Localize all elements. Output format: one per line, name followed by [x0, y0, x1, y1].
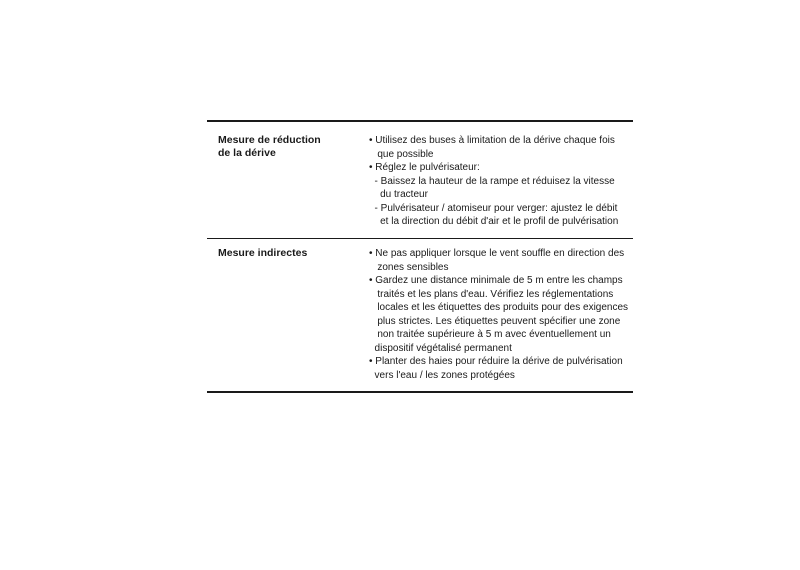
content-line: - Baissez la hauteur de la rampe et réduisez la vitesse — [369, 175, 615, 187]
table-row — [207, 239, 633, 391]
content-line: - Pulvérisateur / atomiseur pour verger: ajustez le débit — [369, 202, 618, 214]
table-bottom-rule — [207, 391, 633, 393]
content-line: et la direction du débit d'air et le profil de pulvérisation — [369, 216, 619, 227]
content-line: • Utilisez des buses à limitation de la dérive chaque fois — [369, 135, 615, 146]
drift-reduction-table — [207, 120, 633, 393]
row-content — [369, 247, 633, 382]
content-line: dispositif végétalisé permanent — [369, 342, 512, 354]
content-line: vers l'eau / les zones protégées — [369, 369, 515, 381]
row-label: Mesure de réduction de la dérive — [218, 134, 321, 159]
content-line: • Gardez une distance minimale de 5 m entre les champs — [369, 275, 623, 286]
content-line: • Ne pas appliquer lorsque le vent souffle en direction des — [369, 248, 625, 259]
content-line: du tracteur — [369, 189, 428, 200]
row-content — [369, 134, 633, 229]
content-line: zones sensibles — [369, 261, 449, 273]
content-line: plus strictes. Les étiquettes peuvent spécifier une zone — [369, 315, 621, 327]
content-line: traités et les plans d'eau. Vérifiez les réglementations — [369, 288, 614, 300]
content-line: • Planter des haies pour réduire la dérive de pulvérisation — [369, 356, 623, 367]
table-row — [207, 122, 633, 238]
content-line: • Réglez le pulvérisateur: — [369, 162, 480, 173]
content-line: non traitée supérieure à 5 m avec éventuellement un — [369, 329, 611, 340]
content-line: que possible — [369, 148, 434, 160]
content-line: locales et les étiquettes des produits pour des exigences — [369, 302, 629, 313]
row-label: Mesure indirectes — [218, 247, 308, 259]
